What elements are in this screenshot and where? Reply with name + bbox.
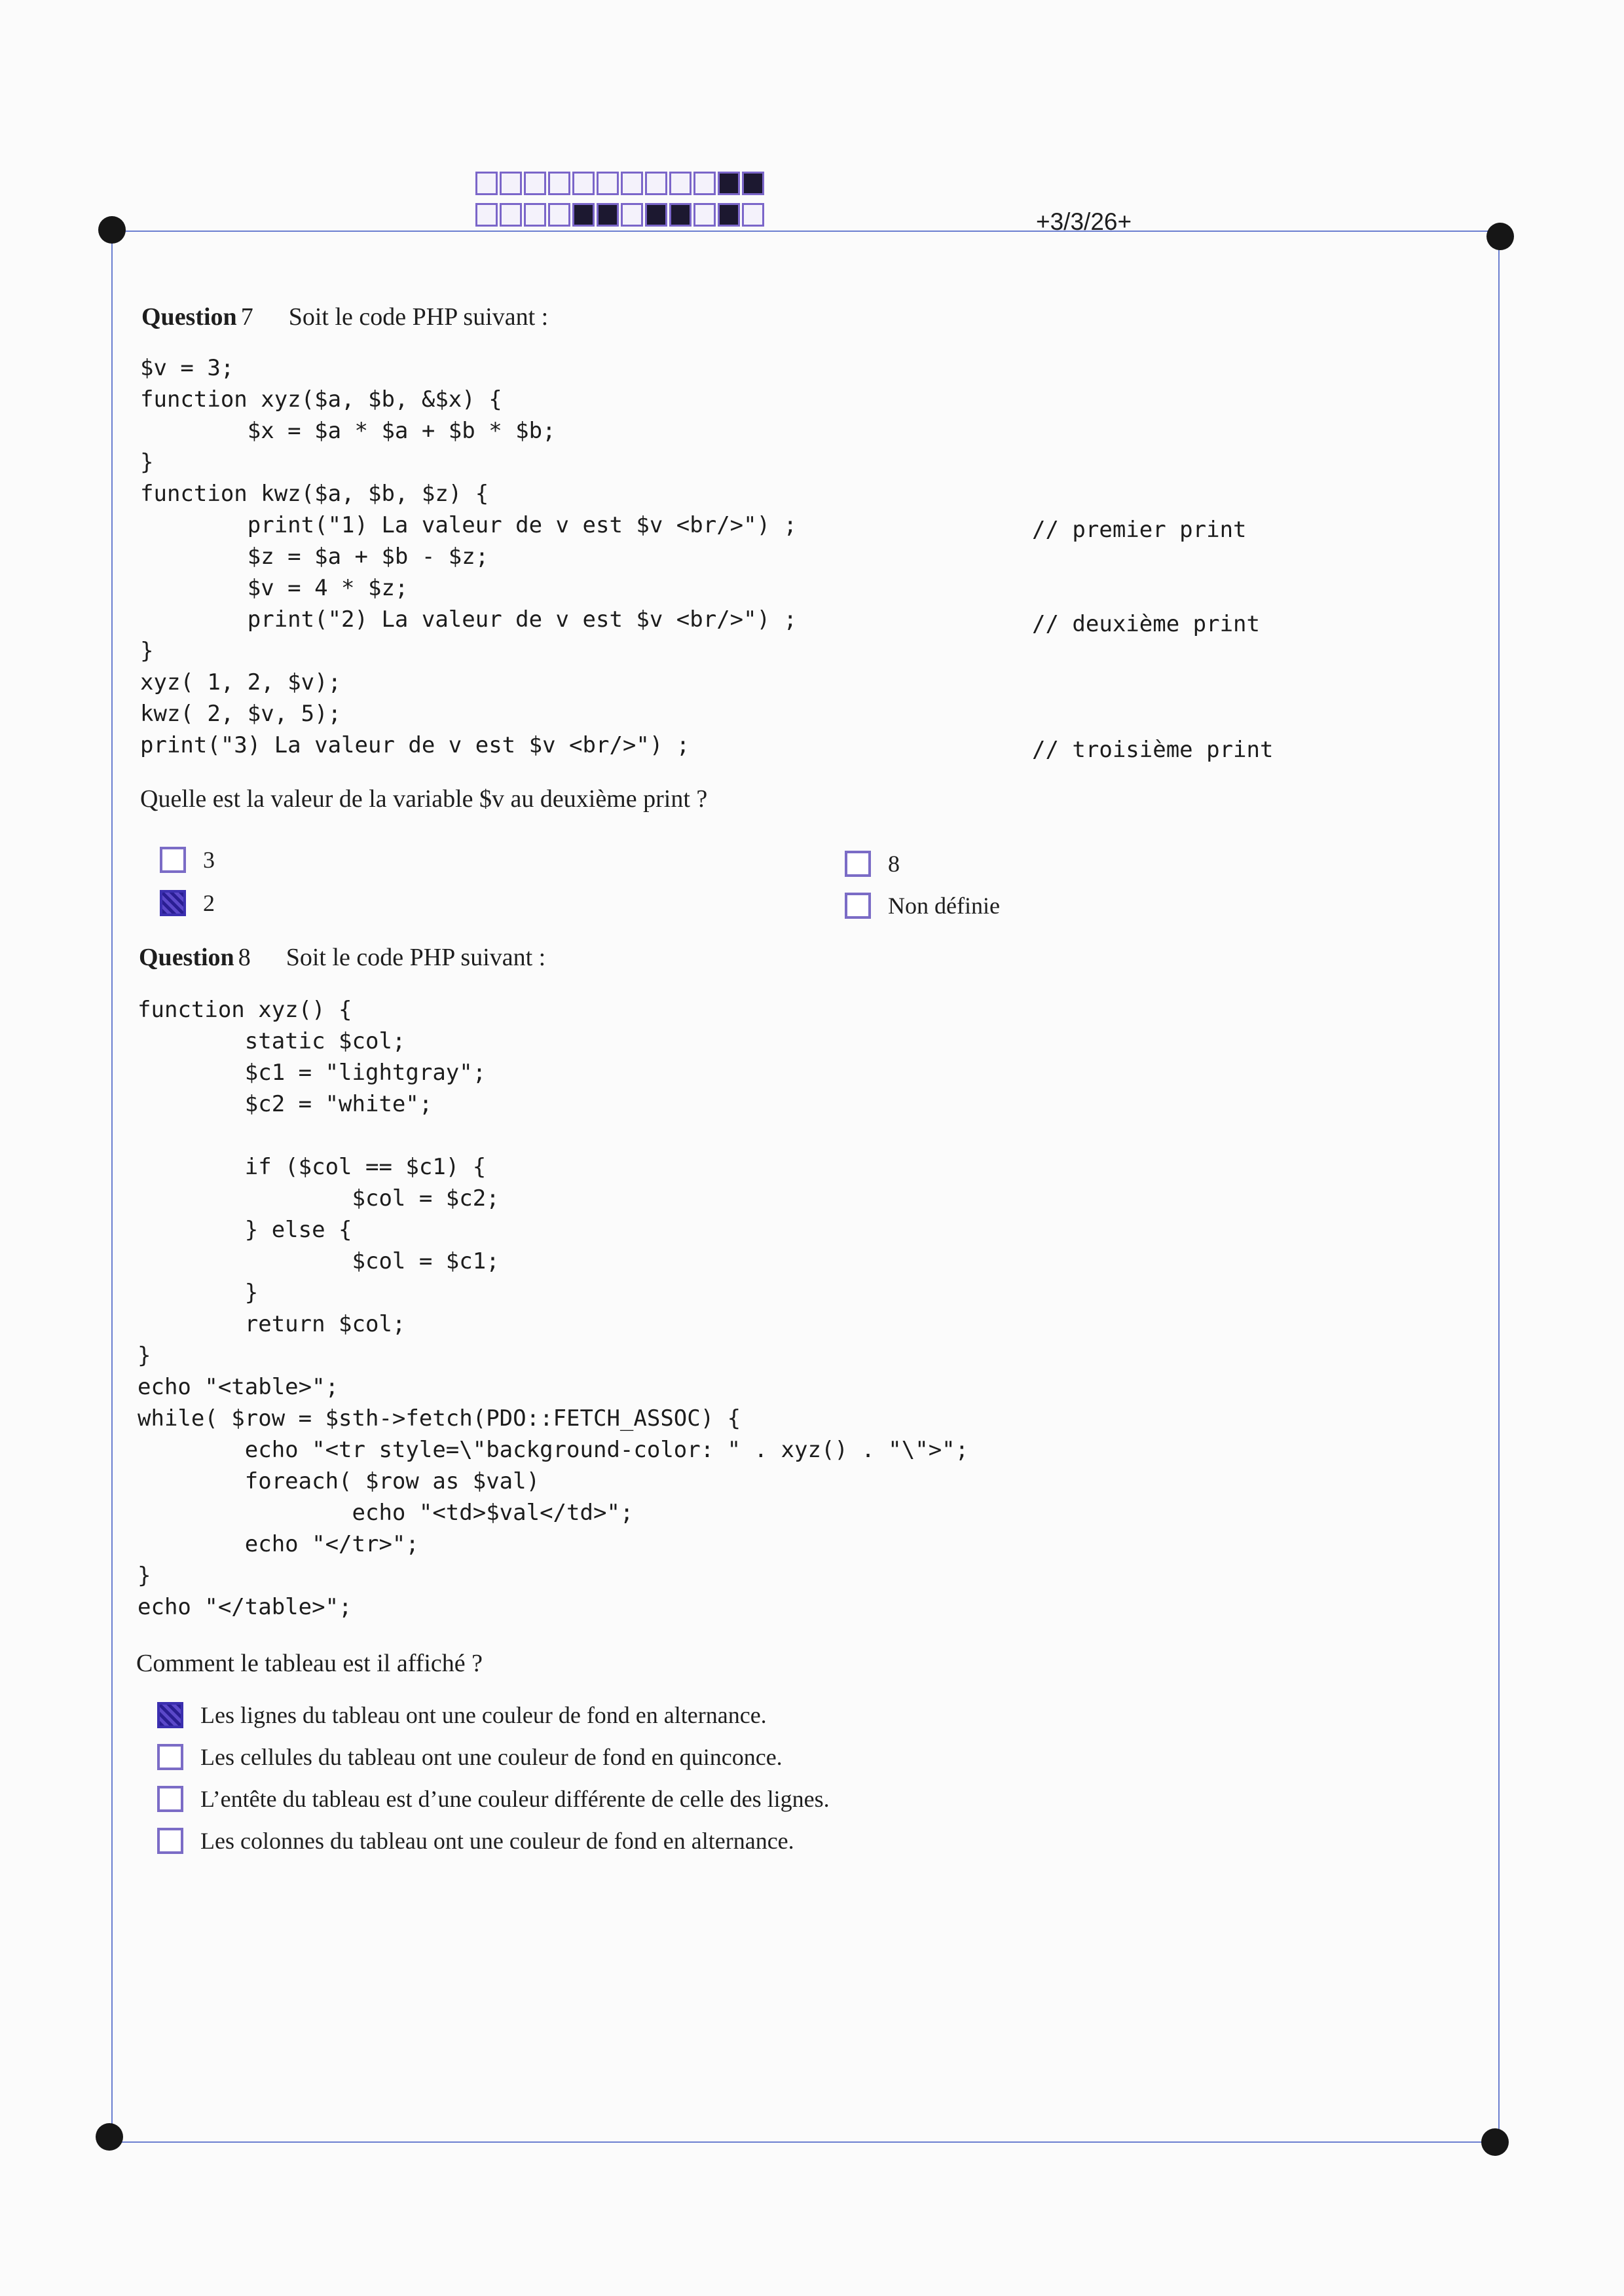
- answer-text: 2: [203, 890, 215, 916]
- question-8-title: [139, 943, 545, 972]
- answer-text: Les colonnes du tableau ont une couleur de fond en alternance.: [200, 1828, 794, 1854]
- answer-text: Les cellules du tableau ont une couleur de fond en quinconce.: [200, 1744, 783, 1770]
- q7-answer-2[interactable]: [160, 889, 215, 917]
- comment-deuxieme-print: // deuxième print: [1032, 611, 1260, 637]
- barcode-cell: [548, 172, 570, 195]
- barcode-cell: [742, 172, 764, 195]
- q8-code-block: function xyz() { static $col; $c1 = "lightgray"; $c2 = "white"; if ($col == $c1) { $col = $c2; } else { $col = $c1; } return $col; } echo "<table>"; while( $row = $sth->fetch(PDO::FETCH_ASSOC) { echo "<tr style=\"background-color: " . xyz() . "\">"; foreach( $row as $val) echo "<td>$val</td>"; echo "</tr>"; } echo "</table>";: [138, 997, 969, 1620]
- barcode-cell: [693, 172, 716, 195]
- question-label: Question: [139, 944, 234, 971]
- barcode-cell: [572, 172, 595, 195]
- barcode-cell: [645, 203, 667, 227]
- barcode-cell: [524, 203, 546, 227]
- barcode-cell: [475, 172, 498, 195]
- barcode-cell: [669, 172, 692, 195]
- corner-marker-bottom-left: [96, 2123, 123, 2151]
- q8-answer-lignes[interactable]: [157, 1701, 767, 1729]
- barcode-top: [475, 172, 766, 195]
- question-intro: Soit le code PHP suivant :: [288, 303, 549, 331]
- q7-prompt: Quelle est la valeur de la variable $v au deuxième print ?: [140, 785, 708, 813]
- corner-marker-top-left: [98, 216, 126, 244]
- q7-answer-non-definie[interactable]: [845, 892, 1000, 919]
- comment-troisieme-print: // troisième print: [1032, 737, 1274, 763]
- q7-answer-8[interactable]: [845, 850, 900, 878]
- q8-answer-cellules[interactable]: [157, 1743, 783, 1771]
- barcode-cell: [621, 172, 643, 195]
- barcode-cell: [597, 172, 619, 195]
- q8-prompt: Comment le tableau est il affiché ?: [136, 1650, 483, 1677]
- barcode-cell: [645, 172, 667, 195]
- q7-answer-3[interactable]: [160, 846, 215, 874]
- q7-code-block: $v = 3; function xyz($a, $b, &$x) { $x = $a * $a + $b * $b; } function kwz($a, $b, $z) { print("1) La valeur de v est $v <br/>") ; $z = $a + $b - $z; $v = 4 * $z; print("2) La valeur de v est $v <br/>") ; } xyz( 1, 2, $v); kwz( 2, $v, 5); print("3) La valeur de v est $v <br/>") ;: [140, 355, 798, 758]
- comment-premier-print: // premier print: [1032, 517, 1247, 543]
- question-number: 8: [238, 944, 251, 971]
- barcode-cell: [693, 203, 716, 227]
- answer-text: Les lignes du tableau ont une couleur de fond en alternance.: [200, 1702, 767, 1728]
- checkbox[interactable]: [160, 847, 186, 873]
- barcode-cell: [742, 203, 764, 227]
- page-id: +3/3/26+: [1036, 208, 1132, 235]
- answer-text: Non définie: [888, 893, 1000, 919]
- corner-marker-bottom-right: [1481, 2128, 1509, 2156]
- barcode-cell: [500, 203, 522, 227]
- q8-answer-entete[interactable]: [157, 1785, 830, 1813]
- barcode-cell: [500, 172, 522, 195]
- checkbox[interactable]: [157, 1828, 183, 1854]
- checkbox[interactable]: [157, 1786, 183, 1812]
- checkbox-checked[interactable]: [160, 890, 186, 916]
- barcode-bottom: [475, 203, 766, 227]
- barcode-cell: [597, 203, 619, 227]
- barcode-cell: [548, 203, 570, 227]
- barcode-cell: [718, 172, 740, 195]
- answer-text: 8: [888, 851, 900, 877]
- barcode-cell: [524, 172, 546, 195]
- checkbox[interactable]: [845, 851, 871, 877]
- barcode-cell: [572, 203, 595, 227]
- barcode-cell: [621, 203, 643, 227]
- barcode-cell: [718, 203, 740, 227]
- question-intro: Soit le code PHP suivant :: [286, 944, 546, 971]
- question-label: Question: [141, 303, 237, 331]
- answer-text: 3: [203, 847, 215, 873]
- answer-text: L’entête du tableau est d’une couleur différente de celle des lignes.: [200, 1786, 830, 1812]
- checkbox-checked[interactable]: [157, 1702, 183, 1728]
- question-7-title: [141, 303, 548, 331]
- barcode-cell: [475, 203, 498, 227]
- checkbox[interactable]: [157, 1744, 183, 1770]
- corner-marker-top-right: [1486, 223, 1514, 250]
- question-number: 7: [240, 303, 253, 331]
- q8-answer-colonnes[interactable]: [157, 1827, 794, 1855]
- checkbox[interactable]: [845, 893, 871, 919]
- barcode-cell: [669, 203, 692, 227]
